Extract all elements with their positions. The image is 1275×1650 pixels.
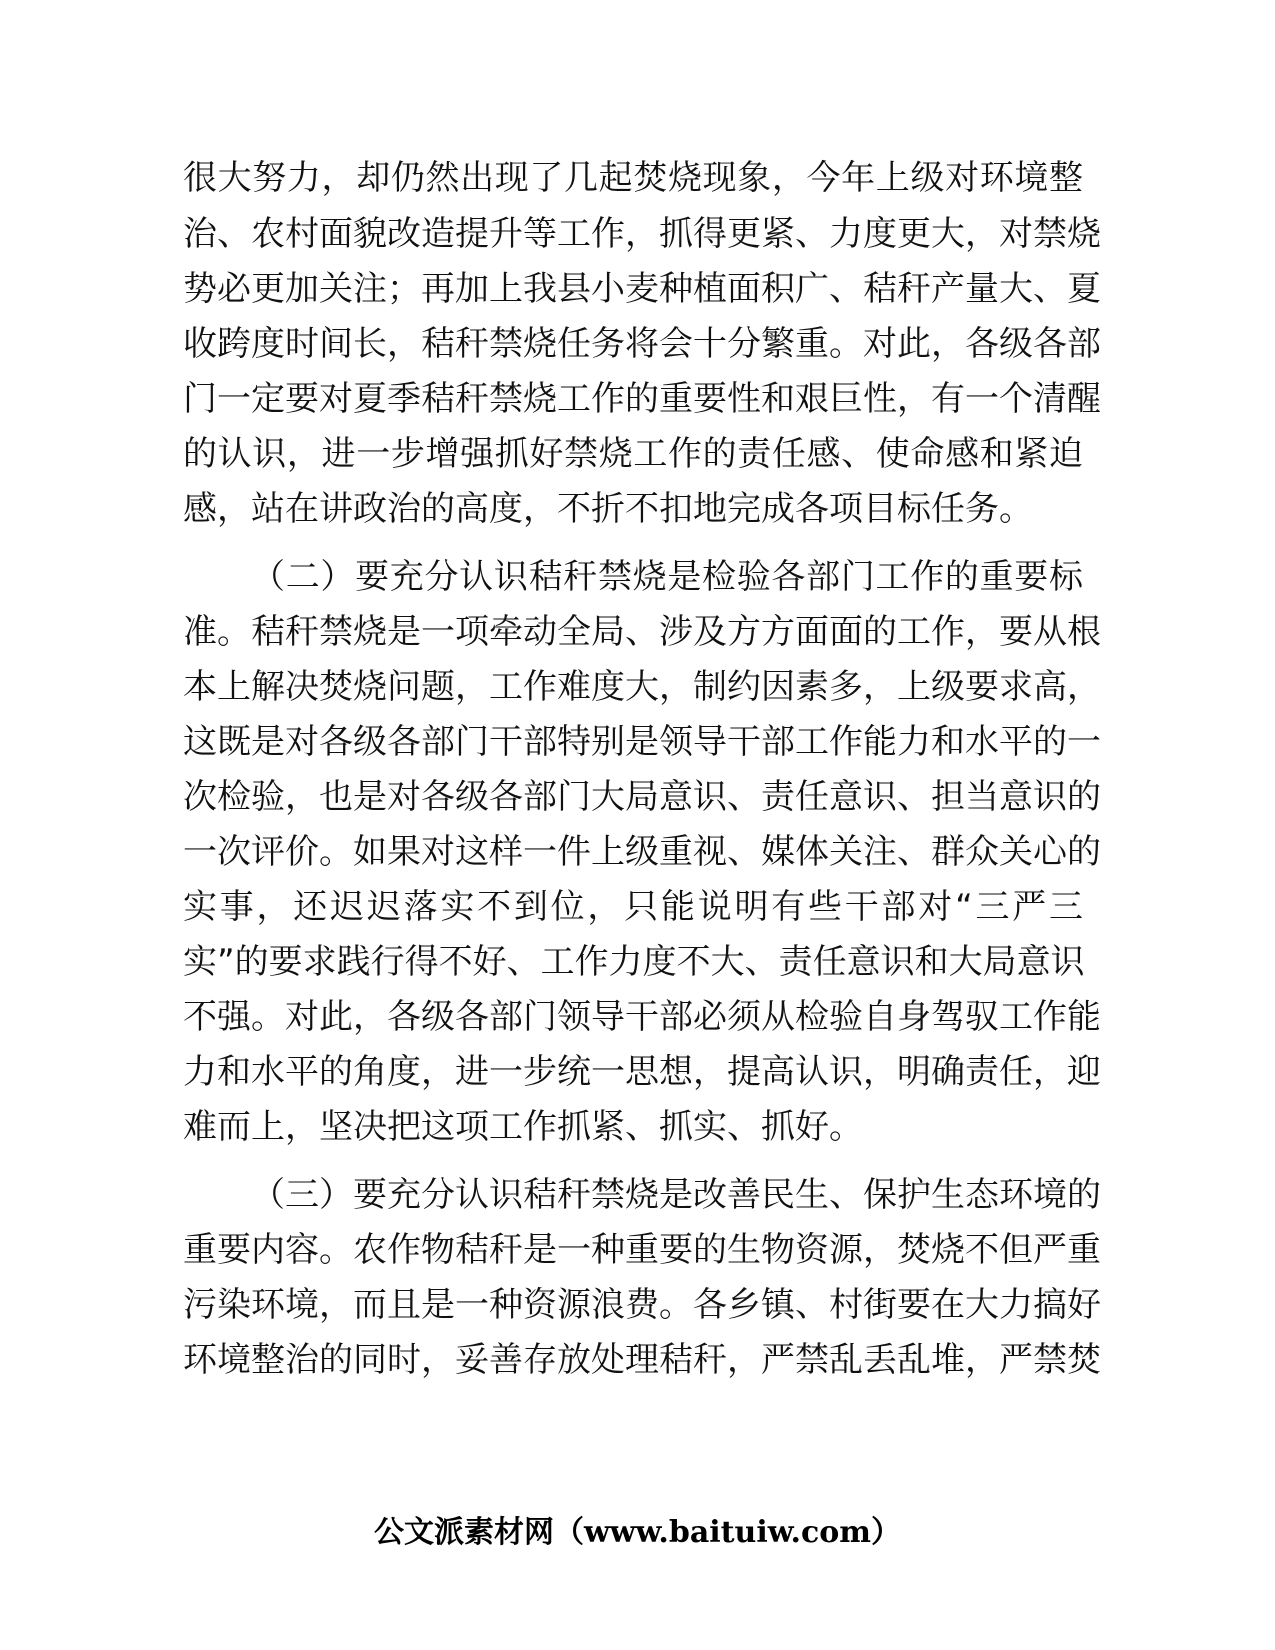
body-text-line: 的认识，进一步增强抓好禁烧工作的责任感、使命感和紧迫 bbox=[183, 434, 1083, 474]
body-text-line: 不强。对此，各级各部门领导干部必须从检验自身驾驭工作能 bbox=[183, 997, 1101, 1037]
body-text-line: 感，站在讲政治的高度，不折不扣地完成各项目标任务。 bbox=[183, 489, 1033, 529]
body-text-line: 环境整治的同时，妥善存放处理秸秆，严禁乱丢乱堆，严禁焚 bbox=[183, 1340, 1101, 1380]
body-text-line: 实事，还迟迟落实不到位，只能说明有些干部对“三严三 bbox=[183, 887, 1083, 927]
body-text-line: 这既是对各级各部门干部特别是领导干部工作能力和水平的一 bbox=[183, 722, 1101, 762]
body-text-line: 势必更加关注；再加上我县小麦种植面积广、秸秆产量大、夏 bbox=[183, 269, 1101, 309]
body-text-line: 治、农村面貌改造提升等工作，抓得更紧、力度更大，对禁烧 bbox=[183, 214, 1101, 254]
section-heading-line: （三）要充分认识秸秆禁烧是改善民生、保护生态环境的 bbox=[251, 1175, 1101, 1215]
body-text-line: 力和水平的角度，进一步统一思想，提高认识，明确责任，迎 bbox=[183, 1052, 1101, 1092]
body-text-line: 本上解决焚烧问题，工作难度大，制约因素多，上级要求高， bbox=[183, 667, 1101, 707]
body-text-line: 重要内容。农作物秸秆是一种重要的生物资源，焚烧不但严重 bbox=[183, 1230, 1101, 1270]
body-text-line: 收跨度时间长，秸秆禁烧任务将会十分繁重。对此，各级各部 bbox=[183, 324, 1101, 364]
body-text-line: 门一定要对夏季秸秆禁烧工作的重要性和艰巨性，有一个清醒 bbox=[183, 379, 1101, 419]
body-text-line: 实”的要求践行得不好、工作力度不大、责任意识和大局意识 bbox=[183, 942, 1085, 982]
body-text-line: 次检验，也是对各级各部门大局意识、责任意识、担当意识的 bbox=[183, 777, 1101, 817]
body-text-line: 污染环境，而且是一种资源浪费。各乡镇、村街要在大力搞好 bbox=[183, 1285, 1101, 1325]
body-text-line: 准。秸秆禁烧是一项牵动全局、涉及方方面面的工作，要从根 bbox=[183, 612, 1101, 652]
body-text-line: 一次评价。如果对这样一件上级重视、媒体关注、群众关心的 bbox=[183, 832, 1101, 872]
body-text-line: 很大努力，却仍然出现了几起焚烧现象，今年上级对环境整 bbox=[183, 158, 1083, 198]
footer-watermark-text: 公文派素材网（www.baituiw.com） bbox=[373, 1515, 902, 1550]
body-text-line: 难而上，坚决把这项工作抓紧、抓实、抓好。 bbox=[183, 1107, 863, 1147]
section-heading-line: （二）要充分认识秸秆禁烧是检验各部门工作的重要标 bbox=[251, 557, 1083, 597]
